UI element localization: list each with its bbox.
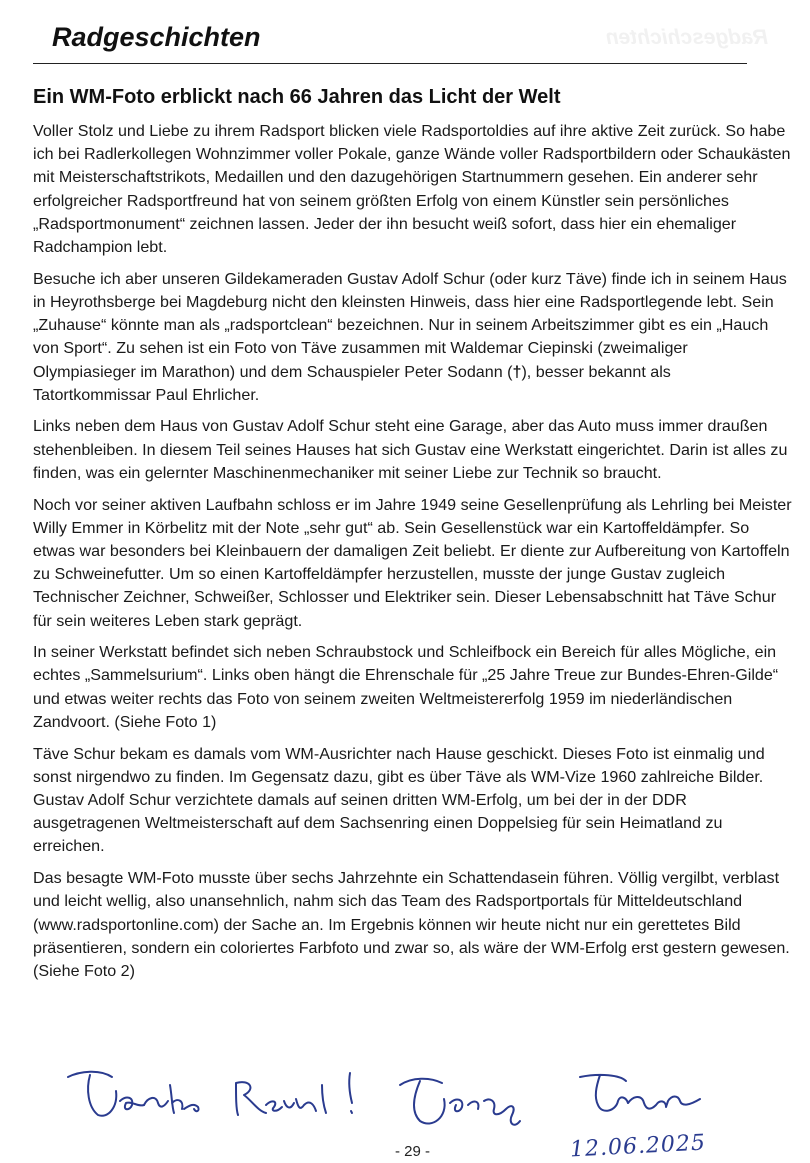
title-divider [33,63,747,64]
handwritten-signature [60,1055,760,1135]
handwritten-date: 12.06.2025 [569,1130,707,1163]
paragraph-6: Täve Schur bekam es damals vom WM-Ausrichter nach Hause geschickt. Dieses Foto ist einmalig und sonst nirgendwo zu finden. Im Gegensatz dazu, gibt es über Täve als WM-Vize 1960 zahlreiche Bilder. Gustav Adolf Schur verzichtete damals auf seinen dritten WM-Erfolg, um bei der in der DDR ausgetragenen Weltmeisterschaft auf dem Sachsenring einen Doppelsieg für sein Heimatland zu erreichen. [33,744,765,856]
paragraph-7: Das besagte WM-Foto musste über sechs Jahrzehnte ein Schattendasein führen. Völlig vergilbt, verblast und leicht wellig, also unansehnlich, nahm sich das Team des Radsportportals für Mitteldeutschland (www.radsportonline.com) der Sache an. Im Ergebnis können wir heute nicht nur ein gerettetes Bild präsentieren, sondern ein coloriertes Farbfoto und zwar so, als wäre der WM-Erfolg erst gestern gewesen. (Siehe Foto 2) [33,869,790,980]
section-title: Radgeschichten [52,22,261,52]
paragraph-2 [33,268,793,407]
paragraph-5: In seiner Werkstatt befindet sich neben Schraubstock und Schleifbock ein Bereich für alles Mögliche, ein echtes „Sammelsurium“. Links oben hängt die Ehrenschale für „25 Jahre Treue zur Bundes-Ehren-Gilde“ und etwas weiter rechts das Foto von seinem zweiten Weltmeistererfolg 1959 im niederländischen Zandvoort. (Siehe Foto 1) [33,643,779,731]
paragraph-4: Noch vor seiner aktiven Laufbahn schloss er im Jahre 1949 seine Gesellenprüfung als Lehrling bei Meister Willy Emmer in Körbelitz mit der Note „sehr gut“ ab. Sein Gesellenstück war ein Kartoffeldämpfer. So etwas war besonders bei Kleinbauern der damaligen Zeit beliebt. Er diente zur Aufbereitung von Kartoffeln zu Schweinefutter. Um so einen Kartoffeldämpfer herzustellen, musste der junge Gustav zugleich Technischer Zeichner, Schweißer, Schlosser und Elektriker sein. Dieser Lebensabschnitt hat Täve Schur für sein weiteres Leben stark geprägt. [33,495,792,630]
paragraph-1: Voller Stolz und Liebe zu ihrem Radsport blicken viele Radsportoldies auf ihre aktive Zeit zurück. So habe ich bei Radlerkollegen Wohnzimmer voller Pokale, ganze Wände voller Radsportbildern oder Schaukästen mit Meisterschaftstrikots, Medaillen und den dazugehörigen Startnummern gesehen. Ein anderer sehr erfolgreicher Radsportfreund hat von seinem größten Erfolg von einem Künstler sein persönliches „Radsportmonument“ zeichnen lassen. Jeder der ihn besucht weiß sofort, dass hier ein ehemaliger Radchampion lebt. [33,122,791,257]
article-body [33,120,793,992]
page-number: - 29 - [395,1143,431,1160]
deceased-cross-icon: † [512,362,522,381]
paragraph-2-text-a: Besuche ich aber unseren Gildekameraden Gustav Adolf Schur (oder kurz Täve) finde ich in seinem Haus in Heyrothsberge bei Magdeburg nicht den kleinsten Hinweis, dass hier eine Radsportlegende lebt. Sein „Zuhause“ könnte man als „radsportclean“ bezeichnen. Nur in seinem Arbeitszimmer gibt es ein „Hauch von Sport“. Zu sehen ist ein Foto von Täve zusammen mit Waldemar Ciepinski (zweimaliger Olympiasieger im Marathon) und dem Schauspieler Peter Sodann ( [33,269,787,381]
article-headline: Ein WM-Foto erblickt nach 66 Jahren das Licht der Welt [33,86,561,108]
paragraph-2-text-b: ), besser bekannt als Tatortkommissar Paul Ehrlicher. [33,362,671,404]
bleed-through-title: Radgeschichten [605,26,768,49]
paragraph-3: Links neben dem Haus von Gustav Adolf Schur steht eine Garage, aber das Auto muss immer draußen stehenbleiben. In diesem Teil seines Hauses hat sich Gustav eine Werkstatt eingerichtet. Darin ist alles zu finden, was ein gelernter Maschinenmechaniker mit seiner Liebe zur Technik so braucht. [33,417,788,482]
